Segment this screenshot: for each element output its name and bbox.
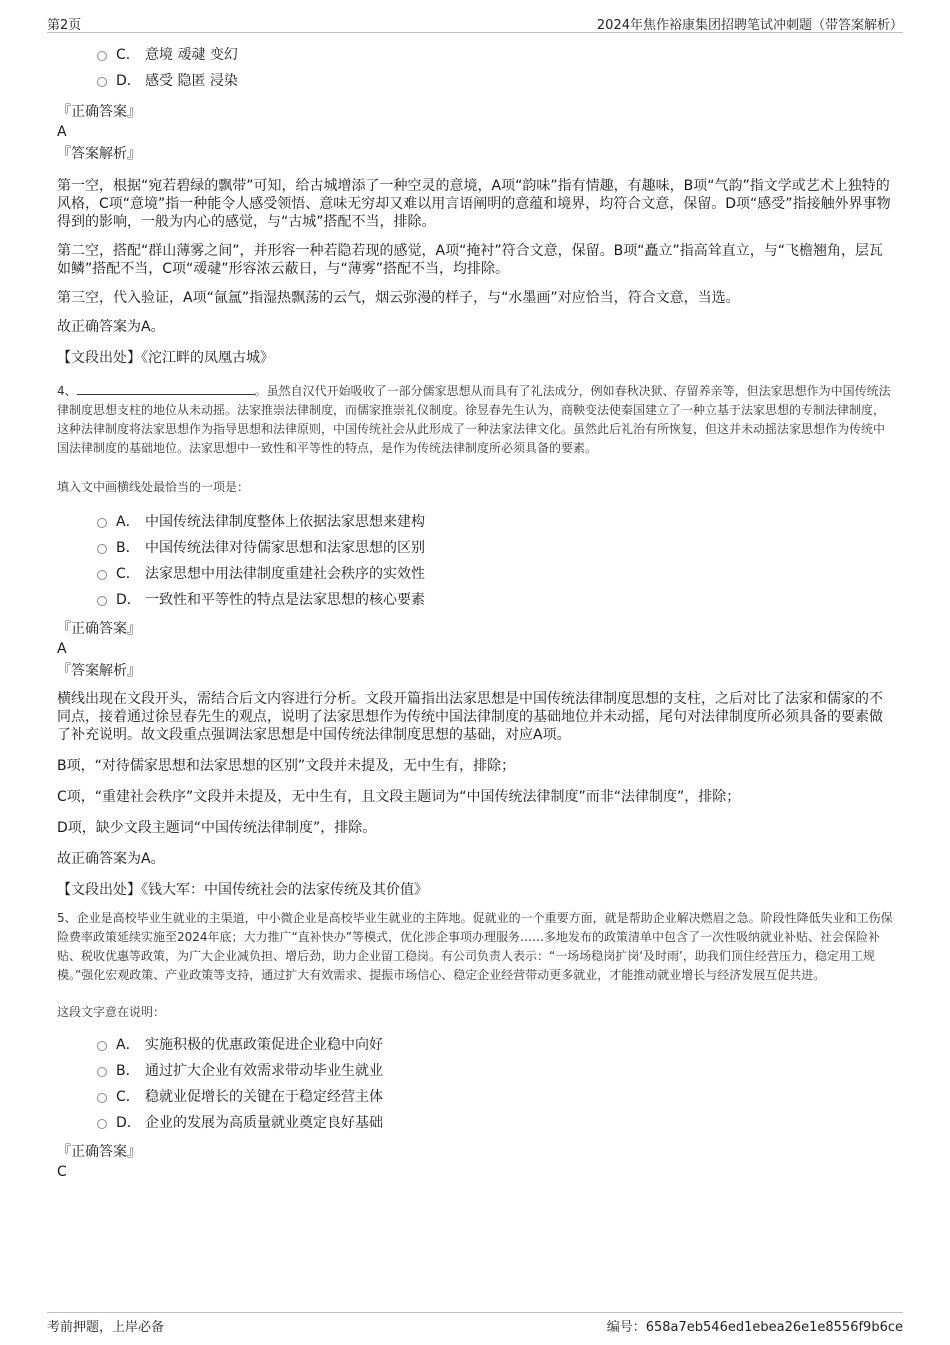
q4-option-b[interactable]: B． 中国传统法律对待儒家思想和法家思想的区别 (97, 535, 893, 561)
q4-source: 【文段出处】《钱大军：中国传统社会的法家传统及其价值》 (57, 882, 428, 898)
radio-icon[interactable] (97, 518, 107, 528)
q3-options (57, 42, 893, 94)
radio-icon[interactable] (97, 1119, 107, 1129)
q3-answer: A (57, 124, 67, 140)
page-footer (47, 1312, 903, 1335)
q3-analysis-label: 『答案解析』 (57, 146, 141, 162)
radio-icon[interactable] (97, 1067, 107, 1077)
q5-prompt: 这段文字意在说明： (57, 1005, 166, 1019)
radio-icon[interactable] (97, 77, 107, 87)
q4-analysis-label: 『答案解析』 (57, 663, 141, 679)
q5-option-c[interactable]: C． 稳就业促增长的关键在于稳定经营主体 (97, 1084, 893, 1110)
q5-answer-label: 『正确答案』 (57, 1144, 141, 1160)
q4-option-a[interactable]: A． 中国传统法律制度整体上依据法家思想来建构 (97, 509, 893, 535)
q4-analysis-4: D项，缺少文段主题词“中国传统法律制度”，排除。 (57, 820, 377, 836)
q4-analysis-3: C项，“重建社会秩序”文段并未提及，无中生有，且文段主题词为“中国传统法律制度”而非“法律制度”，排除； (57, 789, 741, 805)
q3-answer-label: 『正确答案』 (57, 104, 141, 120)
q5-options (57, 1032, 893, 1136)
radio-icon[interactable] (97, 544, 107, 554)
fill-blank (77, 382, 255, 395)
page-number: 第2页 (47, 18, 82, 33)
radio-icon[interactable] (97, 51, 107, 61)
radio-icon[interactable] (97, 596, 107, 606)
radio-icon[interactable] (97, 1041, 107, 1051)
q4-answer: A (57, 641, 67, 657)
q4-option-c[interactable]: C． 法家思想中用法律制度重建社会秩序的实效性 (97, 561, 893, 587)
q3-option-d[interactable]: D． 感受 隐匿 浸染 (97, 68, 893, 94)
page-header (47, 12, 903, 33)
q5-answer: C (57, 1164, 67, 1180)
q3-analysis-4: 故正确答案为A。 (57, 319, 165, 335)
q5-option-a[interactable]: A． 实施积极的优惠政策促进企业稳中向好 (97, 1032, 893, 1058)
document-title: 2024年焦作裕康集团招聘笔试冲刺题（带答案解析） (596, 18, 903, 33)
radio-icon[interactable] (97, 570, 107, 580)
q4-answer-label: 『正确答案』 (57, 621, 141, 637)
q3-option-c[interactable]: C． 意境 叆叇 变幻 (97, 42, 893, 68)
q5-stem: 5、企业是高校毕业生就业的主渠道，中小微企业是高校毕业生就业的主阵地。促就业的一个重要方面，就是帮助企业解决燃眉之急。阶段性降低失业和工伤保险费率政策延续实施至2024年底；大力推广“直补快办”等模式，优化涉企事项办理服务……多地发布的政策清单中包含了一次性吸纳就业补贴、社会保险补贴、税收优惠等政策，为广大企业减负担、增后劲，助力企业留工稳岗。有公司负责人表示：“一场场稳岗扩岗‘及时雨’，助我们顶住经营压力，稳定用工规模。”强化宏观政策、产业政策等支持，通过扩大有效需求、提振市场信心、稳定企业经营带动更多就业，才能推动就业增长与经济发展互促共进。 (57, 911, 893, 982)
q5-option-d[interactable]: D． 企业的发展为高质量就业奠定良好基础 (97, 1110, 893, 1136)
q4-options (57, 509, 893, 613)
q4-analysis-5: 故正确答案为A。 (57, 851, 165, 867)
q4-analysis-2: B项，“对待儒家思想和法家思想的区别”文段并未提及，无中生有，排除； (57, 758, 516, 774)
q3-analysis-1: 第一空，根据“宛若碧绿的飘带”可知，给古城增添了一种空灵的意境，A项“韵味”指有情趣，有趣味，B项“气韵”指文学或艺术上独特的风格，C项“意境”指一种能令人感受领悟、意味无穷却又难以用言语阐明的意蕴和境界，均符合文意，保留。D项“感受”指接触外界事物得到的影响，一般为内心的感觉，与“古城”搭配不当，排除。 (57, 178, 891, 230)
q3-source: 【文段出处】《沱江畔的凤凰古城》 (57, 350, 274, 366)
q4-option-d[interactable]: D． 一致性和平等性的特点是法家思想的核心要素 (97, 587, 893, 613)
page-content (57, 40, 893, 1181)
q3-analysis-3: 第三空，代入验证，A项“氤氲”指湿热飘荡的云气，烟云弥漫的样子，与“水墨画”对应恰当，符合文意，当选。 (57, 290, 740, 306)
radio-icon[interactable] (97, 1093, 107, 1103)
q3-analysis-2: 第二空，搭配“群山薄雾之间”，并形容一种若隐若现的感觉，A项“掩衬”符合文意，保留。B项“矗立”指高耸直立，与“飞檐翘角，层瓦如鳞”搭配不当，C项“叆叇”形容浓云蔽日，与“薄雾”搭配不当，均排除。 (57, 243, 883, 277)
q5-option-b[interactable]: B． 通过扩大企业有效需求带动毕业生就业 (97, 1058, 893, 1084)
q4-prompt: 填入文中画横线处最恰当的一项是： (57, 480, 250, 494)
q4-analysis-1: 横线出现在文段开头，需结合后文内容进行分析。文段开篇指出法家思想是中国传统法律制度思想的支柱，之后对比了法家和儒家的不同点，接着通过徐昱春先生的观点，说明了法家思想作为传统中国法律制度的基础地位并未动摇，尾句对法律制度所必须具备的要素做了补充说明。故文段重点强调法家思想是中国传统法律制度思想的基础，对应A项。 (57, 691, 883, 743)
q4-stem: 4、 。虽然自汉代开始吸收了一部分儒家思想从而具有了礼法成分，例如春秋决狱、存留养亲等，但法家思想作为中国传统法律制度思想支柱的地位从未动摇。法家推崇法律制度，而儒家推崇礼仪制度。徐昱春先生认为，商鞅变法使秦国建立了一种立基于法家思想的专制法律制度，这种法律制度将法家思想作为指导思想和法律原则，中国传统社会从此形成了一种法家法律文化。虽然此后礼治有所恢复，但这并未动摇法家思想作为传统中国法律制度的基础地位。法家思想中一致性和平等性的特点，是作为传统法律制度所必须具备的要素。 (57, 384, 891, 455)
document-code: 编号：658a7eb546ed1ebea26e1e8556f9b6ce (606, 1320, 903, 1335)
footer-slogan: 考前押题，上岸必备 (47, 1320, 165, 1335)
